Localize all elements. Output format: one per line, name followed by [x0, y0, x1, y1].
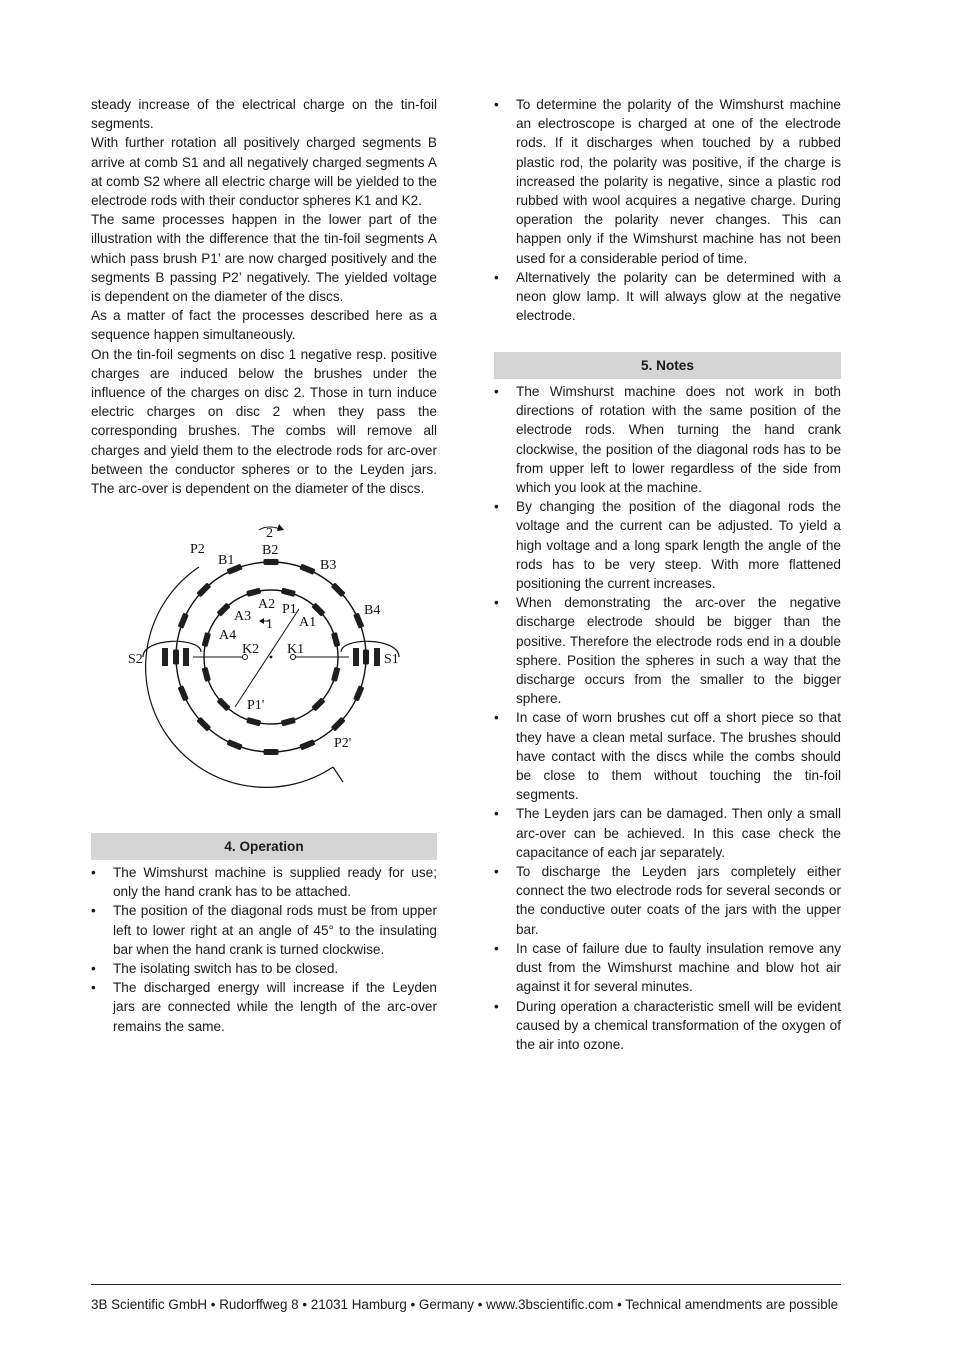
- arrow-head-icon: [277, 524, 284, 531]
- list-item: [494, 804, 841, 862]
- tin-foil-segment: [246, 717, 261, 726]
- bullet: •: [494, 269, 499, 285]
- list-item: [91, 959, 437, 978]
- list-item-text: To discharge the Leyden jars completely either connect the two electrode rods for several seconds or the conductive outer coats of the jars with the upper bar.: [516, 864, 841, 937]
- brush-arc-p2: [146, 567, 333, 787]
- label-a3: A3: [234, 609, 252, 624]
- tin-foil-segment: [353, 613, 364, 629]
- label-s1: S1: [384, 652, 399, 667]
- list-item: [91, 863, 437, 901]
- tin-foil-segment: [246, 588, 261, 597]
- list-item-text: The Wimshurst machine does not work in both directions of rotation with the same position of the electrode rods. When turning the hand crank clockwise, the position of the diagonal rods has to be from upper left to lower regardless of the side from which you look at the machine.: [516, 384, 841, 496]
- tin-foil-segment: [353, 685, 364, 701]
- list-item: [494, 939, 841, 997]
- tin-foil-segment: [173, 650, 179, 665]
- tin-foil-segment: [264, 749, 279, 755]
- left-column: [91, 95, 437, 498]
- operation-section: [91, 833, 437, 1036]
- tin-foil-segment: [281, 717, 296, 726]
- tin-foil-segment: [299, 564, 315, 575]
- comb-s2-arc: [143, 641, 201, 657]
- label-b2: B2: [262, 543, 279, 558]
- list-item-text: The position of the diagonal rods must be from upper left to lower right at an angle of 45° to the insulating bar when the hand crank is turned clockwise.: [113, 903, 437, 957]
- tin-foil-segment: [202, 632, 211, 647]
- bullet: •: [91, 865, 96, 880]
- list-item: [494, 95, 841, 268]
- list-item: [494, 497, 841, 593]
- bullet: •: [91, 980, 96, 996]
- label-p2-prime: P2': [334, 736, 352, 751]
- label-b3: B3: [320, 558, 337, 573]
- list-item: [494, 997, 841, 1055]
- wimshurst-diagram: [120, 512, 420, 792]
- disc-assembly: [143, 524, 399, 787]
- label-a4: A4: [219, 628, 237, 643]
- list-item: [494, 593, 841, 708]
- paragraph: On the tin-foil segments on disc 1 negative resp. positive charges are induced below the brushes under the influence of the charges on disc 2. Those in turn induce electric charges on disc 2 when they pass the corresponding brushes. The combs will remove all charges and yield them to the electrode rods for arc-over between the conductor spheres or to the Leyden jars. The arc-over is dependent on the diameter of the discs.: [91, 346, 437, 497]
- tin-foil-segment: [363, 650, 369, 665]
- bullet: •: [494, 940, 499, 956]
- tin-foil-segment: [202, 667, 211, 682]
- tin-foil-segment: [227, 739, 243, 750]
- label-a1: A1: [299, 615, 317, 630]
- section-heading-notes: 5. Notes: [494, 352, 841, 379]
- tin-foil-segment: [196, 717, 211, 732]
- list-item-text: The isolating switch has to be closed.: [113, 961, 339, 977]
- list-item-text: The Wimshurst machine is supplied ready for use; only the hand crank has to be attached.: [113, 865, 437, 900]
- tin-foil-segment: [331, 632, 340, 647]
- tin-foil-segment: [331, 582, 346, 597]
- bullet: •: [494, 806, 499, 822]
- footer-divider: [91, 1284, 841, 1285]
- right-column: [494, 95, 841, 325]
- list-item-text: In case of failure due to faulty insulation remove any dust from the Wimshurst machine and blow hot air against it for several minutes.: [516, 940, 841, 995]
- bullet: •: [494, 998, 499, 1014]
- list-item: [494, 708, 841, 804]
- tin-foil-segment: [264, 559, 279, 565]
- bullet: •: [494, 384, 499, 399]
- paragraph: With further rotation all positively charged segments B arrive at comb S1 and all negatively charged segments A at comb S2 where all electric charge will be yielded to the electrode rods with their conductor spheres K1 and K2.: [91, 135, 437, 209]
- operation-list: [91, 863, 437, 1036]
- list-item-text: The Leyden jars can be damaged. Then only a small arc-over can be achieved. In this case check the capacitance of each jar separately.: [516, 806, 841, 860]
- tin-foil-segment: [196, 582, 211, 597]
- tin-foil-segment: [217, 697, 231, 711]
- footer-text: 3B Scientific GmbH • Rudorffweg 8 • 21031 Hamburg • Germany • www.3bscientific.com • Technical amendments are possible: [91, 1297, 839, 1312]
- paragraph: steady increase of the electrical charge on the tin-foil segments.: [91, 97, 437, 132]
- tin-foil-segment: [299, 739, 315, 750]
- bullet: •: [494, 97, 499, 112]
- list-item: [91, 978, 437, 1036]
- label-k1: K1: [287, 642, 305, 657]
- axis-center: [270, 656, 273, 659]
- bullet: •: [91, 903, 96, 919]
- label-k2: K2: [242, 642, 260, 657]
- bullet: •: [494, 499, 499, 515]
- section-heading-operation: 4. Operation: [91, 833, 437, 860]
- list-item-text: In case of worn brushes cut off a short piece so that they have a clean metal surface. The brushes should have contact with the discs while the combs should be close to them without touching the tin-foil segments.: [516, 710, 841, 803]
- tin-foil-segment: [331, 717, 346, 732]
- polarity-list: [494, 95, 841, 325]
- tin-foil-segment: [331, 667, 340, 682]
- notes-list: [494, 382, 841, 1054]
- tin-foil-segment: [178, 685, 189, 701]
- bullet: •: [494, 864, 499, 880]
- label-p1-prime: P1': [247, 698, 265, 713]
- label-disc-1: 1: [266, 617, 273, 632]
- tin-foil-segment: [281, 588, 296, 597]
- paragraph: The same processes happen in the lower part of the illustration with the difference that the tin-foil segments A which pass brush P1’ are now charged positively and the segments B passing P2’ negatively. The yielded voltage is dependent on the diameter of the discs.: [91, 212, 437, 305]
- paragraph: As a matter of fact the processes described here as a sequence happen simultaneously.: [91, 308, 437, 343]
- label-p1: P1: [282, 602, 297, 617]
- bullet: •: [494, 710, 499, 726]
- list-item-text: When demonstrating the arc-over the negative discharge electrode should be bigger than the positive. Therefore the electrode rods end in a double sphere. Position the spheres in such a way that the discharge occurs from the smaller to the bigger sphere.: [516, 595, 841, 707]
- label-a2: A2: [258, 597, 276, 612]
- label-b4: B4: [364, 603, 381, 618]
- list-item: [494, 862, 841, 939]
- list-item: [91, 901, 437, 959]
- list-item-text: By changing the position of the diagonal rods the voltage and the current can be adjusted. To yield a high voltage and a long spark length the angle of the rods has to be very steep. With more flattened positioning the current increases.: [516, 499, 841, 592]
- bullet: •: [494, 595, 499, 611]
- list-item-text: During operation a characteristic smell will be evident caused by a chemical transformation of the oxygen of the air into ozone.: [516, 998, 841, 1052]
- list-item-text: Alternatively the polarity can be determined with a neon glow lamp. It will always glow at the negative electrode.: [516, 269, 841, 324]
- label-disc-2: 2: [266, 526, 273, 541]
- list-item: [494, 382, 841, 497]
- tin-foil-segment: [217, 603, 231, 617]
- arrow-head-icon: [259, 618, 264, 624]
- list-item-text: To determine the polarity of the Wimshurst machine an electroscope is charged at one of the electrode rods. If it discharges when touched by a rubbed plastic rod, the polarity was positive, if the charge is increased the polarity is negative, since a plastic rod rubbed with wool acquires a negative charge. During operation the polarity never changes. This can happen only if the Wimshurst machine has not been used for a considerable period of time.: [516, 97, 841, 266]
- label-s2: S2: [128, 652, 143, 667]
- tin-foil-segment: [311, 697, 325, 711]
- bullet: •: [91, 961, 96, 977]
- label-p2: P2: [190, 542, 205, 557]
- notes-section: [494, 352, 841, 1054]
- label-b1: B1: [218, 553, 235, 568]
- brush-arc-end: [333, 767, 343, 782]
- list-item: [494, 268, 841, 326]
- list-item-text: The discharged energy will increase if the Leyden jars are connected while the length of the arc-over remains the same.: [113, 980, 437, 1034]
- tin-foil-segment: [178, 613, 189, 629]
